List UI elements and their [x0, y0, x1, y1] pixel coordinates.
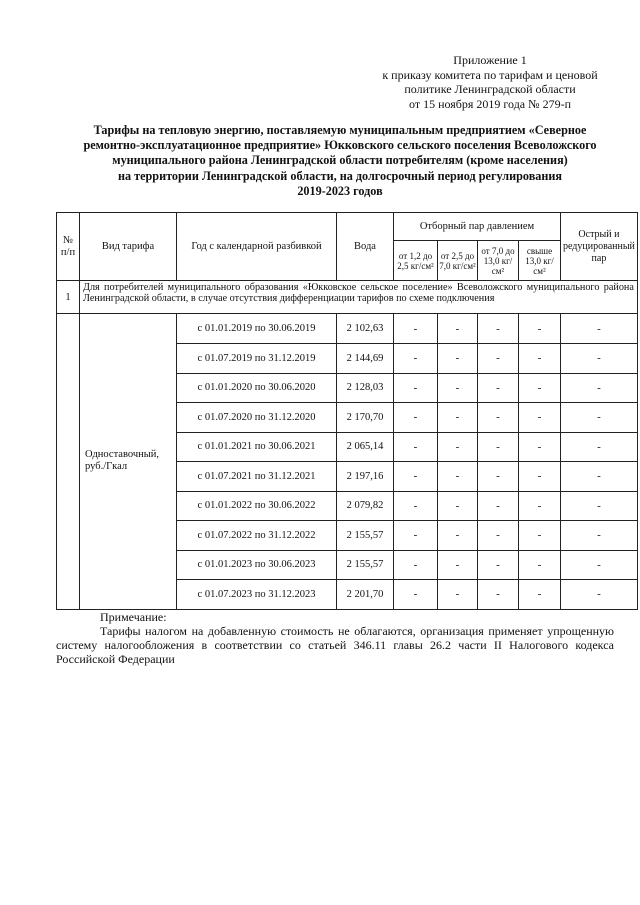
water-cell: 2 201,70 — [337, 580, 394, 610]
tariff-type-cell: Одноставочный, руб./Гкал — [80, 314, 177, 610]
header-steam-4: свыше 13,0 кг/см² — [519, 241, 561, 281]
note-label: Примечание: — [100, 610, 167, 624]
water-cell: 2 197,16 — [337, 462, 394, 492]
header-steam-2: от 2,5 до 7,0 кг/см² — [438, 241, 478, 281]
header-period: Год с календарной разбивкой — [177, 213, 337, 281]
appendix-line-3: политике Ленинградской области — [404, 82, 576, 96]
sharp-steam-cell: - — [561, 462, 638, 492]
period-cell: с 01.01.2022 по 30.06.2022 — [177, 491, 337, 521]
title-line-1: Тарифы на тепловую энергию, поставляемую муниципальным предприятием «Северное — [93, 123, 587, 137]
steam-3-cell: - — [478, 403, 519, 433]
period-cell: с 01.01.2021 по 30.06.2021 — [177, 432, 337, 462]
steam-4-cell: - — [519, 550, 561, 580]
steam-4-cell: - — [519, 344, 561, 374]
title-line-2: ремонтно-эксплуатационное предприятие» Юкковского сельского поселения Всеволожского — [83, 138, 597, 153]
steam-1-cell: - — [394, 491, 438, 521]
period-cell: с 01.07.2019 по 31.12.2019 — [177, 344, 337, 374]
steam-3-cell: - — [478, 491, 519, 521]
steam-4-cell: - — [519, 432, 561, 462]
steam-3-cell: - — [478, 314, 519, 344]
water-cell: 2 155,57 — [337, 550, 394, 580]
water-cell: 2 065,14 — [337, 432, 394, 462]
document-title — [58, 123, 622, 199]
steam-1-cell: - — [394, 521, 438, 551]
steam-2-cell: - — [438, 403, 478, 433]
steam-1-cell: - — [394, 432, 438, 462]
table-row — [57, 314, 638, 344]
header-water: Вода — [337, 213, 394, 281]
title-line-3: муниципального района Ленинградской области потребителям (кроме населения) — [112, 153, 568, 168]
water-cell: 2 170,70 — [337, 403, 394, 433]
sharp-steam-cell: - — [561, 521, 638, 551]
appendix-line-4: от 15 ноября 2019 года № 279-п — [409, 96, 571, 111]
water-cell: 2 079,82 — [337, 491, 394, 521]
sharp-steam-cell: - — [561, 580, 638, 610]
steam-2-cell: - — [438, 373, 478, 403]
water-cell: 2 102,63 — [337, 314, 394, 344]
steam-1-cell: - — [394, 550, 438, 580]
appendix-line-2: к приказу комитета по тарифам и ценовой — [382, 67, 598, 82]
steam-2-cell: - — [438, 314, 478, 344]
steam-2-cell: - — [438, 521, 478, 551]
steam-1-cell: - — [394, 373, 438, 403]
period-cell: с 01.07.2023 по 31.12.2023 — [177, 580, 337, 610]
sharp-steam-cell: - — [561, 373, 638, 403]
steam-3-cell: - — [478, 550, 519, 580]
steam-2-cell: - — [438, 550, 478, 580]
steam-2-cell: - — [438, 580, 478, 610]
steam-2-cell: - — [438, 462, 478, 492]
title-line-5: 2019-2023 годов — [297, 183, 383, 198]
steam-3-cell: - — [478, 580, 519, 610]
period-cell: с 01.07.2021 по 31.12.2021 — [177, 462, 337, 492]
steam-4-cell: - — [519, 373, 561, 403]
period-cell: с 01.07.2020 по 31.12.2020 — [177, 403, 337, 433]
steam-1-cell: - — [394, 462, 438, 492]
period-cell: с 01.01.2020 по 30.06.2020 — [177, 373, 337, 403]
steam-4-cell: - — [519, 491, 561, 521]
water-cell: 2 144,69 — [337, 344, 394, 374]
header-tariff-type: Вид тарифа — [80, 213, 177, 281]
water-cell: 2 155,57 — [337, 521, 394, 551]
header-num: № п/п — [57, 213, 80, 281]
appendix-line-1: Приложение 1 — [453, 53, 527, 67]
water-cell: 2 128,03 — [337, 373, 394, 403]
steam-3-cell: - — [478, 344, 519, 374]
sharp-steam-cell: - — [561, 432, 638, 462]
sharp-steam-cell: - — [561, 491, 638, 521]
tariff-table — [56, 212, 638, 610]
steam-4-cell: - — [519, 314, 561, 344]
sharp-steam-cell: - — [561, 550, 638, 580]
header-steam-group: Отборный пар давлением — [394, 213, 561, 241]
steam-1-cell: - — [394, 344, 438, 374]
steam-4-cell: - — [519, 403, 561, 433]
steam-2-cell: - — [438, 491, 478, 521]
section-num: 1 — [57, 281, 80, 314]
steam-4-cell: - — [519, 580, 561, 610]
period-cell: с 01.01.2023 по 30.06.2023 — [177, 550, 337, 580]
sharp-steam-cell: - — [561, 403, 638, 433]
steam-2-cell: - — [438, 432, 478, 462]
header-steam-3: от 7,0 до 13,0 кг/см² — [478, 241, 519, 281]
header-sharp-steam: Острый и редуцированный пар — [561, 213, 638, 281]
note-text: Тарифы налогом на добавленную стоимость не облагаются, организация применяет упрощенную систему налогообложения в соответствии со статьей 346.11 главы 26.2 части II Налогового кодекса Российской Федерации — [56, 624, 614, 666]
steam-4-cell: - — [519, 462, 561, 492]
period-cell: с 01.07.2022 по 31.12.2022 — [177, 521, 337, 551]
num-cell-empty — [57, 314, 80, 610]
title-line-4: на территории Ленинградской области, на долгосрочный период регулирования — [117, 168, 563, 183]
sharp-steam-cell: - — [561, 314, 638, 344]
steam-1-cell: - — [394, 580, 438, 610]
appendix-header — [340, 53, 640, 111]
period-cell: с 01.01.2019 по 30.06.2019 — [177, 314, 337, 344]
steam-2-cell: - — [438, 344, 478, 374]
steam-3-cell: - — [478, 373, 519, 403]
note-section — [56, 610, 614, 666]
header-steam-1: от 1,2 до 2,5 кг/см² — [394, 241, 438, 281]
sharp-steam-cell: - — [561, 344, 638, 374]
steam-3-cell: - — [478, 462, 519, 492]
steam-3-cell: - — [478, 521, 519, 551]
steam-1-cell: - — [394, 314, 438, 344]
steam-1-cell: - — [394, 403, 438, 433]
steam-4-cell: - — [519, 521, 561, 551]
section-description: Для потребителей муниципального образования «Юкковское сельское поселение» Всеволожского муниципального района Ленинградской области, в случае отсутствия дифференциации тарифов по схеме подключения — [80, 281, 638, 314]
steam-3-cell: - — [478, 432, 519, 462]
